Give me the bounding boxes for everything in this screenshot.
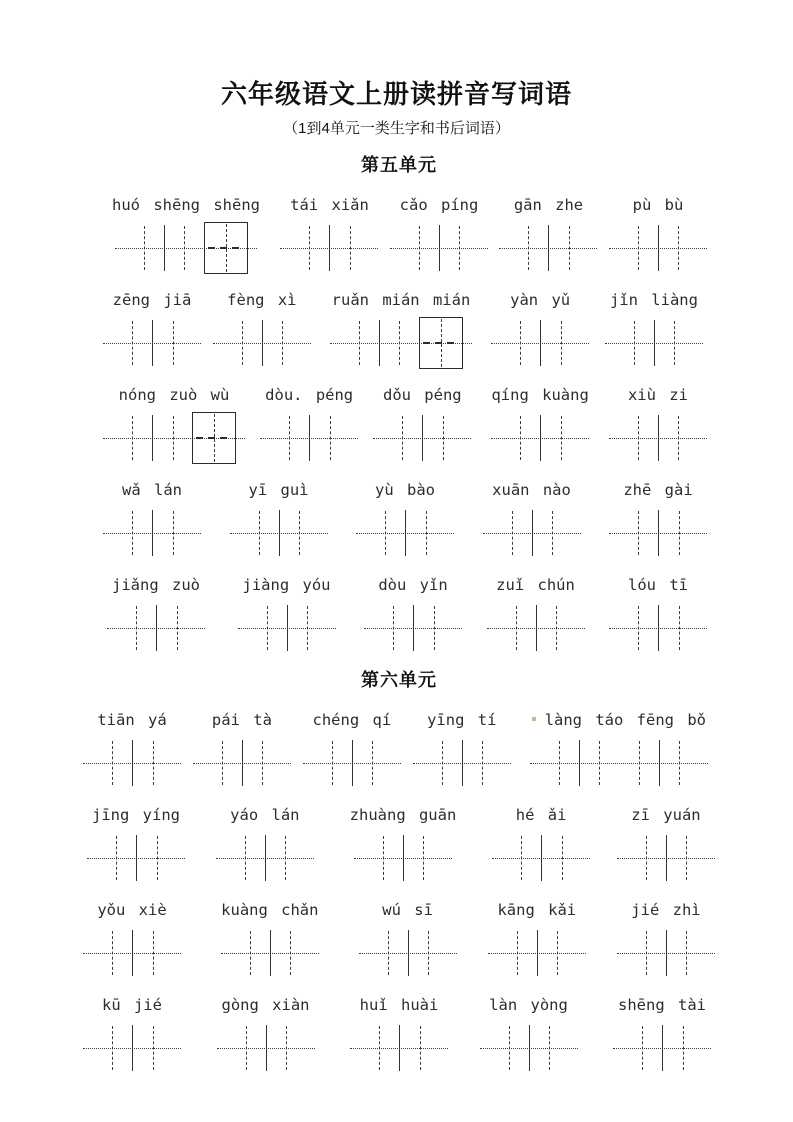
grid-cell: [92, 740, 132, 786]
grid-cell: [112, 510, 152, 556]
grid-cell: [413, 605, 453, 651]
grid-cell: [540, 320, 580, 366]
pinyin-label: dòu. péng: [265, 386, 354, 404]
grid-cell: [265, 835, 305, 881]
grid-cell: [92, 1025, 132, 1071]
grid-cell: [422, 415, 462, 461]
grid-cell: [112, 320, 152, 366]
pinyin-label: huó shēng shēng: [112, 196, 260, 214]
word-block: [618, 383, 698, 463]
grid-cell: [225, 835, 265, 881]
word-block: [92, 993, 172, 1073]
grid-cell: [365, 510, 405, 556]
page-title: 六年级语文上册读拼音写词语: [220, 79, 572, 109]
word-block: [373, 573, 453, 653]
grid-cell: [619, 740, 659, 786]
grid-cell: [622, 1025, 662, 1071]
pinyin-label: fèng xì: [227, 291, 297, 309]
writing-grid: [618, 603, 698, 653]
pinyin-label: pù bù: [632, 196, 684, 214]
word-block: [618, 193, 698, 273]
word-block: [92, 803, 180, 883]
pinyin-label: qíng kuàng: [491, 386, 589, 404]
pinyin-label: làn yòng: [489, 996, 568, 1014]
writing-grid: [116, 603, 196, 653]
section-header: 第六单元: [361, 670, 437, 690]
word-block: [332, 288, 471, 368]
grid-cell: [262, 320, 302, 366]
grid-cell: [537, 930, 577, 976]
pinyin-label: jǐn liàng: [609, 291, 698, 309]
grid-cell: [408, 930, 448, 976]
word-row: [90, 288, 708, 368]
pinyin-label: yī guì: [248, 481, 309, 499]
grid-cell: [536, 605, 576, 651]
writing-grid: [289, 223, 369, 273]
grid-cell: [618, 510, 658, 556]
writing-grid: [312, 738, 392, 788]
pinyin-label: dòu yǐn: [378, 576, 448, 594]
grid-cell: [132, 1025, 172, 1071]
word-row: [90, 898, 708, 978]
grid-cell: [339, 320, 379, 366]
word-block: [489, 993, 569, 1073]
word-block: [382, 383, 462, 463]
word-row: [90, 803, 708, 883]
pinyin-label: cǎo píng: [399, 196, 479, 214]
pinyin-label: ruǎn mián mián: [331, 291, 471, 309]
grid-cell: [501, 835, 541, 881]
writing-grid: [539, 738, 699, 788]
pinyin-label: yáo lán: [230, 806, 300, 824]
pinyin-label: zhē gài: [623, 481, 693, 499]
pinyin-label: wǎ lán: [122, 481, 182, 499]
word-block: [222, 288, 302, 368]
grid-cell: [399, 225, 439, 271]
word-block: [368, 898, 448, 978]
word-block: [222, 993, 310, 1073]
word-block: [112, 193, 260, 273]
pinyin-label: zuǐ chún: [496, 576, 575, 594]
grid-cell: [439, 225, 479, 271]
grid-cell: [658, 225, 698, 271]
scan-artifact-dot: [532, 717, 536, 721]
word-block: [500, 288, 580, 368]
word-block: [422, 708, 502, 788]
grid-cell: [96, 835, 136, 881]
grid-cell: [618, 225, 658, 271]
grid-cell: [497, 930, 537, 976]
writing-grid: [92, 928, 172, 978]
writing-grid: [618, 223, 698, 273]
grid-cell: [270, 930, 310, 976]
pinyin-label: zhuàng guān: [349, 806, 457, 824]
writing-grid: [222, 318, 302, 368]
writing-grid: [618, 508, 698, 558]
grid-cell: [226, 1025, 266, 1071]
writing-grid: [399, 223, 479, 273]
pinyin-label: tiān yá: [97, 711, 167, 729]
grid-cell: [164, 225, 204, 271]
word-block: [491, 383, 588, 463]
word-block: [112, 573, 200, 653]
grid-cell: [289, 225, 329, 271]
grid-cell: [352, 740, 392, 786]
word-row: [90, 193, 708, 273]
grid-cell: [500, 320, 540, 366]
word-block: [508, 193, 588, 273]
word-block: [289, 193, 369, 273]
pinyin-label: shēng tài: [618, 996, 706, 1014]
writing-grid: [92, 738, 172, 788]
grid-cell: [654, 320, 694, 366]
grid-cell: [666, 835, 706, 881]
grid-cell-boxed: [192, 412, 236, 464]
writing-grid: [422, 738, 502, 788]
grid-cell: [529, 1025, 569, 1071]
pinyin-label: yīng tí: [427, 711, 497, 729]
pinyin-label: kuàng chǎn: [221, 901, 319, 919]
writing-grid: [226, 1023, 306, 1073]
word-row: [90, 478, 708, 558]
grid-cell: [242, 740, 282, 786]
writing-grid: [489, 1023, 569, 1073]
pinyin-label: zēng jiā: [112, 291, 192, 309]
writing-grid: [112, 508, 192, 558]
grid-cell: [492, 510, 532, 556]
grid-cell: [116, 605, 156, 651]
pinyin-label: nóng zuò wù: [118, 386, 230, 404]
grid-cell: [287, 605, 327, 651]
grid-cell: [202, 740, 242, 786]
grid-cell: [312, 740, 352, 786]
pinyin-label: zī yuán: [631, 806, 701, 824]
word-block: [265, 383, 353, 463]
word-block: [92, 708, 172, 788]
writing-grid: [365, 508, 445, 558]
word-block: [359, 993, 439, 1073]
grid-cell: [92, 930, 132, 976]
word-block: [112, 288, 192, 368]
writing-grid: [496, 603, 576, 653]
grid-cell: [382, 415, 422, 461]
writing-grid: [626, 928, 706, 978]
grid-cell: [309, 415, 349, 461]
word-row: [90, 708, 708, 788]
writing-grid: [382, 413, 462, 463]
writing-grid: [112, 318, 192, 368]
writing-grid: [359, 1023, 439, 1073]
unit-section-1: [90, 153, 708, 653]
grid-cell: [329, 225, 369, 271]
grid-cell: [626, 835, 666, 881]
grid-cell: [541, 835, 581, 881]
grid-cell: [368, 930, 408, 976]
word-block: [626, 803, 706, 883]
word-block: [610, 288, 698, 368]
grid-cell: [269, 415, 309, 461]
grid-cell: [500, 415, 540, 461]
grid-cell: [363, 835, 403, 881]
writing-grid: [363, 833, 443, 883]
grid-cell: [539, 740, 579, 786]
word-block: [221, 898, 318, 978]
pinyin-label: xuān nào: [492, 481, 571, 499]
grid-cell: [230, 930, 270, 976]
writing-grid: [124, 223, 248, 273]
pinyin-label: wú sī: [382, 901, 433, 919]
word-block: [92, 898, 172, 978]
grid-cell: [658, 510, 698, 556]
pinyin-label: chéng qí: [312, 711, 392, 729]
grid-cell: [540, 415, 580, 461]
writing-grid: [269, 413, 349, 463]
pinyin-label: pái tà: [211, 711, 272, 729]
grid-cell: [373, 605, 413, 651]
grid-cell: [508, 225, 548, 271]
grid-cell: [618, 415, 658, 461]
unit-section-2: [90, 668, 708, 1073]
grid-cell: [379, 320, 419, 366]
word-block: [350, 803, 457, 883]
pinyin-label: gān zhe: [513, 196, 584, 214]
grid-cell: [658, 605, 698, 651]
writing-grid: [618, 413, 698, 463]
word-block: [225, 803, 305, 883]
writing-grid: [112, 413, 236, 463]
grid-cell: [359, 1025, 399, 1071]
grid-cell: [626, 930, 666, 976]
grid-cell: [462, 740, 502, 786]
word-block: [239, 478, 319, 558]
pinyin-label: huǐ huài: [359, 996, 439, 1014]
writing-grid: [492, 508, 572, 558]
word-block: [365, 478, 445, 558]
writing-grid: [373, 603, 453, 653]
word-block: [112, 478, 192, 558]
grid-cell: [662, 1025, 702, 1071]
writing-grid: [622, 1023, 702, 1073]
word-block: [312, 708, 392, 788]
word-block: [618, 573, 698, 653]
grid-cell: [658, 415, 698, 461]
grid-cell: [496, 605, 536, 651]
writing-grid: [96, 833, 176, 883]
pinyin-label: xiù zi: [627, 386, 688, 404]
grid-cell: [247, 605, 287, 651]
word-block: [496, 573, 576, 653]
pinyin-label: jiàng yóu: [242, 576, 331, 594]
word-row: [90, 573, 708, 653]
writing-grid: [239, 508, 319, 558]
pinyin-label: kāng kǎi: [497, 901, 577, 919]
grid-cell: [132, 930, 172, 976]
grid-cell: [124, 225, 164, 271]
word-block: [501, 803, 581, 883]
pinyin-label: jiǎng zuò: [112, 576, 200, 594]
writing-grid: [626, 833, 706, 883]
writing-grid: [508, 223, 588, 273]
word-block: [112, 383, 236, 463]
word-block: [626, 898, 706, 978]
grid-cell: [422, 740, 462, 786]
word-row: [90, 993, 708, 1073]
grid-cell: [618, 605, 658, 651]
grid-cell: [132, 740, 172, 786]
pinyin-label: lóu tī: [628, 576, 688, 594]
grid-cell: [579, 740, 619, 786]
word-block: [532, 708, 706, 788]
grid-cell: [279, 510, 319, 556]
grid-cell-boxed: [204, 222, 248, 274]
word-row: [90, 383, 708, 463]
pinyin-label: làng táo fēng bǒ: [532, 708, 706, 732]
pinyin-label: jīng yíng: [92, 806, 180, 824]
word-block: [243, 573, 331, 653]
section-header: 第五单元: [361, 155, 437, 175]
word-block: [399, 193, 479, 273]
worksheet-sections: [0, 153, 793, 1073]
pinyin-label: yàn yǔ: [510, 291, 571, 309]
grid-cell: [403, 835, 443, 881]
grid-cell: [666, 930, 706, 976]
pinyin-label: gòng xiàn: [221, 996, 310, 1014]
writing-grid: [500, 413, 580, 463]
writing-grid: [500, 318, 580, 368]
pinyin-label: jié zhì: [631, 901, 701, 919]
grid-cell: [266, 1025, 306, 1071]
writing-grid: [225, 833, 305, 883]
word-block: [492, 478, 572, 558]
grid-cell: [112, 415, 152, 461]
pinyin-label: kū jié: [102, 996, 162, 1014]
grid-cell: [489, 1025, 529, 1071]
pinyin-label: yǒu xiè: [97, 901, 167, 919]
grid-cell: [222, 320, 262, 366]
writing-grid: [202, 738, 282, 788]
writing-grid: [501, 833, 581, 883]
grid-cell: [532, 510, 572, 556]
grid-cell: [136, 835, 176, 881]
word-block: [202, 708, 282, 788]
writing-grid: [339, 318, 463, 368]
pinyin-label: tái xiǎn: [290, 196, 369, 214]
word-block: [618, 478, 698, 558]
grid-cell: [405, 510, 445, 556]
word-block: [618, 993, 706, 1073]
grid-cell: [659, 740, 699, 786]
grid-cell: [399, 1025, 439, 1071]
grid-cell: [156, 605, 196, 651]
writing-grid: [497, 928, 577, 978]
grid-cell: [239, 510, 279, 556]
pinyin-label: dǒu péng: [382, 386, 462, 404]
writing-grid: [230, 928, 310, 978]
writing-grid: [614, 318, 694, 368]
writing-grid: [92, 1023, 172, 1073]
grid-cell: [548, 225, 588, 271]
grid-cell-boxed: [419, 317, 463, 369]
grid-cell: [152, 415, 192, 461]
writing-grid: [247, 603, 327, 653]
pinyin-label: hé ǎi: [515, 806, 567, 824]
grid-cell: [152, 510, 192, 556]
grid-cell: [152, 320, 192, 366]
grid-cell: [614, 320, 654, 366]
word-block: [497, 898, 577, 978]
writing-grid: [368, 928, 448, 978]
pinyin-label: yù bào: [375, 481, 435, 499]
page-subtitle: （1到4单元一类生字和书后词语）: [283, 120, 510, 137]
